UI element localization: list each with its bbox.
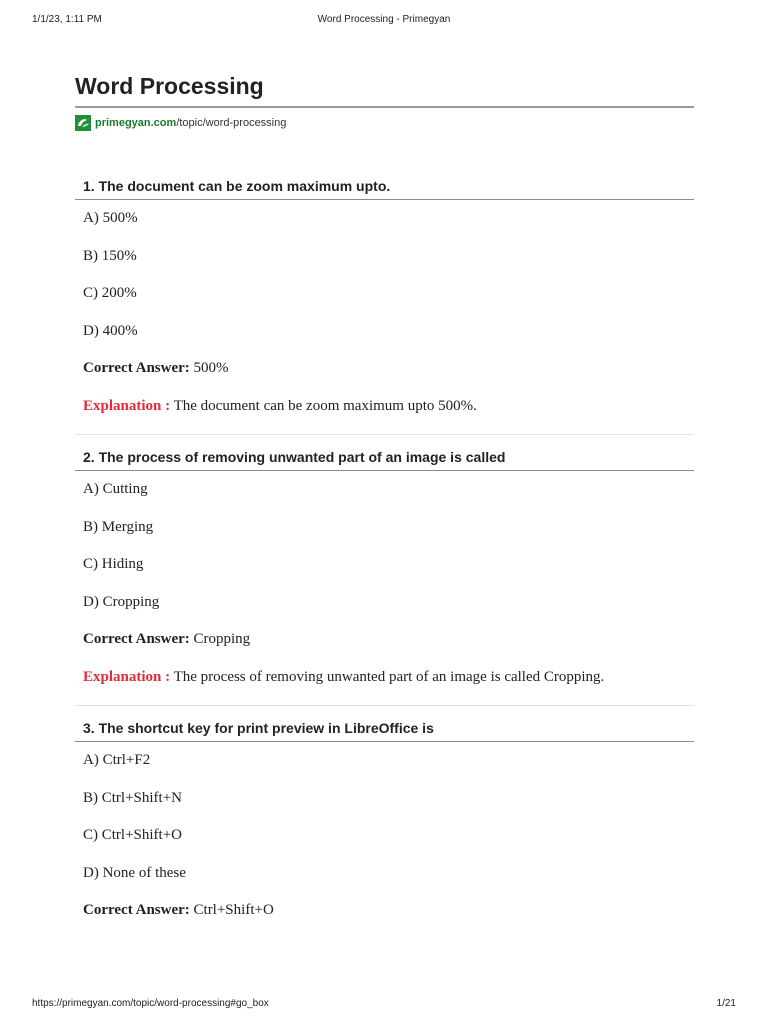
explanation-label: Explanation :: [83, 668, 171, 685]
question-divider: [75, 705, 694, 706]
option-d: D) None of these: [83, 864, 186, 881]
page-title: Word Processing: [75, 70, 694, 108]
correct-answer-label: Correct Answer:: [83, 360, 190, 376]
question-1: [83, 178, 694, 435]
option-b: B) Merging: [83, 518, 154, 535]
correct-answer-value: 500%: [193, 360, 229, 376]
explanation: [83, 659, 694, 697]
correct-answer-label: Correct Answer:: [83, 902, 190, 918]
option-a: A) 500%: [83, 210, 138, 226]
option-c: C) Ctrl+Shift+O: [83, 827, 183, 843]
option-a: A) Cutting: [83, 481, 148, 497]
option-a: A) Ctrl+F2: [83, 752, 151, 768]
correct-answer-label: Correct Answer:: [83, 631, 190, 647]
option-d: D) Cropping: [83, 593, 160, 610]
question-divider: [75, 434, 694, 435]
source-domain[interactable]: primegyan.com: [95, 117, 177, 129]
explanation-text: The document can be zoom maximum upto 500%.: [173, 397, 477, 414]
primegyan-logo-icon: [75, 115, 91, 131]
explanation-label: Explanation :: [83, 397, 171, 414]
print-footer: [32, 998, 736, 1012]
question-title: 2. The process of removing unwanted part of an image is called: [75, 449, 694, 471]
source-path[interactable]: /topic/word-processing: [176, 117, 287, 129]
option-d: D) 400%: [83, 322, 138, 339]
option-c: C) 200%: [83, 285, 137, 301]
question-3: [83, 720, 694, 930]
option-b: B) 150%: [83, 247, 137, 264]
question-title: 3. The shortcut key for print preview in LibreOffice is: [75, 720, 694, 742]
correct-answer-value: Ctrl+Shift+O: [193, 902, 274, 918]
source-link[interactable]: [75, 114, 694, 132]
correct-answer-value: Cropping: [193, 631, 251, 647]
explanation-text: The process of removing unwanted part of an image is called Cropping.: [173, 668, 605, 685]
correct-answer: [83, 350, 694, 388]
explanation: [83, 388, 694, 426]
correct-answer: [83, 892, 694, 930]
print-page-title: Word Processing - Primegyan: [317, 14, 451, 25]
question-title: 1. The document can be zoom maximum upto.: [75, 178, 694, 200]
print-datetime: 1/1/23, 1:11 PM: [32, 14, 102, 25]
correct-answer: [83, 621, 694, 659]
print-header: [32, 14, 736, 28]
article: [75, 70, 694, 930]
question-2: [83, 449, 694, 706]
print-url: https://primegyan.com/topic/word-processing#go_box: [32, 998, 269, 1009]
option-b: B) Ctrl+Shift+N: [83, 789, 183, 806]
print-page-number: 1/21: [716, 998, 736, 1009]
option-c: C) Hiding: [83, 556, 144, 572]
